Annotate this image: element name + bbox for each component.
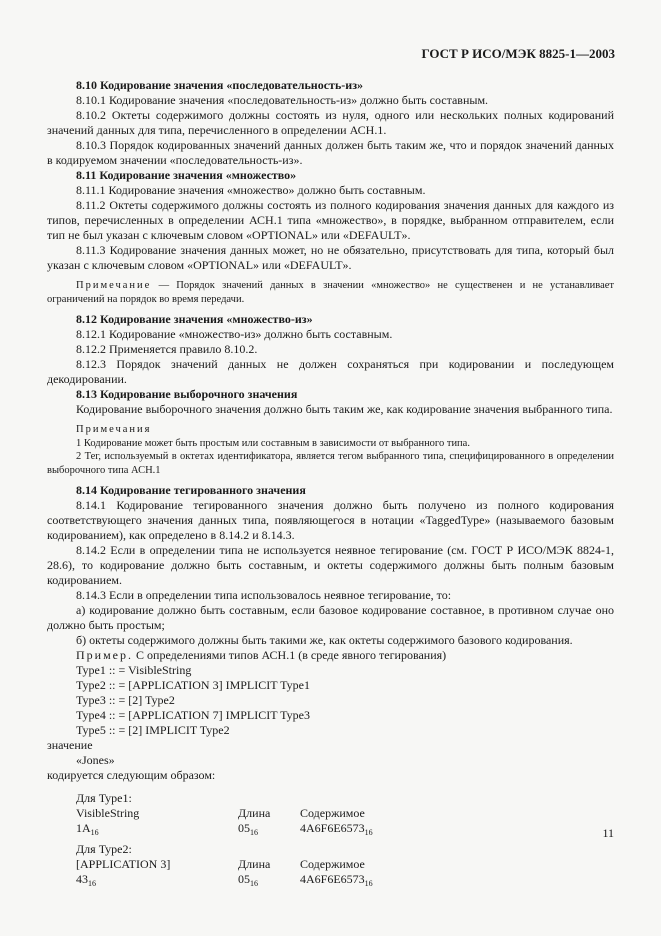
note-8-13-2: 2 Тег, используемый в октетах идентификатора, является тегом выбранного типа, специфицированного в определении выборочного типа АСН.1 [47, 451, 614, 476]
identifier-value: $43_{16}$ [76, 872, 96, 888]
page-number: 11 [602, 826, 614, 840]
example-label: Пример. [76, 648, 134, 662]
encoding-for-label: Для Type2: [76, 842, 132, 856]
encoding-for-label: Для Type1: [76, 791, 132, 805]
example-text: С определениями типов АСН.1 (в среде явного тегирования) [133, 648, 447, 662]
paragraph-8-13: Кодирование выборочного значения должно быть таким же, как кодирование значения выбранного типа. [76, 402, 613, 416]
paragraph-8-10-1: 8.10.1 Кодирование значения «последовательность-из» должно быть составным. [76, 93, 489, 107]
identifier-header: [APPLICATION 3] [76, 857, 171, 871]
type-definition: Type2 :: = [APPLICATION 3] IMPLICIT Type1 [76, 678, 310, 692]
note-8-11 [47, 279, 614, 306]
type-definition: Type3 :: = [2] Type2 [76, 693, 175, 707]
paragraph-8-12-3: 8.12.3 Порядок значений данных не должен сохраняться при кодировании и последующем декодировании. [47, 357, 614, 386]
value-word: значение [47, 738, 93, 752]
paragraph-8-14-3-b: б) октеты содержимого должны быть такими же, как октеты содержимого базового кодирования. [76, 633, 573, 647]
section-heading-8-11: 8.11 Кодирование значения «множество» [76, 168, 297, 182]
contents-value: $4A6F6E6573_{16}$ [300, 872, 373, 888]
section-heading-8-10: 8.10 Кодирование значения «последовательность-из» [76, 78, 364, 92]
paragraph-8-11-3: 8.11.3 Кодирование значения данных может, но не обязательно, присутствовать для типа, который был указан с ключевым словом «OPTIONAL» или «DEFAULT». [47, 243, 614, 272]
type-definition: Type4 :: = [APPLICATION 7] IMPLICIT Type3 [76, 708, 310, 722]
type-definition: Type1 :: = VisibleString [76, 663, 192, 677]
paragraph-8-12-2: 8.12.2 Применяется правило 8.10.2. [76, 342, 258, 356]
paragraph-8-11-1: 8.11.1 Кодирование значения «множество» должно быть составным. [76, 183, 426, 197]
length-header: Длина [238, 806, 271, 820]
contents-value: $4A6F6E6573_{16}$ [300, 821, 373, 837]
note-text: — Порядок значений данных в значении «множество» не существенен и не устанавливает ограничений на порядок во время передачи. [47, 280, 614, 305]
contents-header: Содержимое [300, 806, 365, 820]
length-value: $05_{16}$ [238, 872, 258, 888]
type-definitions [47, 663, 614, 738]
paragraph-8-11-2: 8.11.2 Октеты содержимого должны состоять из полного кодирования значения данных для каждого из типов, перечисленных в определении АСН.1 типа «множество», в порядке, выбранном отправителем, если тип не был указан с ключевым словом «OPTIONAL» или «DEFAULT». [47, 198, 614, 242]
page-content [47, 78, 614, 887]
note-8-13-1: 1 Кодирование может быть простым или составным в зависимости от выбранного типа. [76, 437, 470, 449]
notes-label: Примечания [76, 424, 152, 435]
example-intro [47, 648, 614, 663]
section-heading-8-14: 8.14 Кодирование тегированного значения [76, 483, 306, 497]
length-header: Длина [238, 857, 271, 871]
paragraph-8-14-3: 8.14.3 Если в определении типа использовалось неявное тегирование, то: [76, 588, 452, 602]
paragraph-8-14-2: 8.14.2 Если в определении типа не используется неявное тегирование (см. ГОСТ Р ИСО/МЭК 8824-1, 28.6), то кодирование должно быть составным, и октеты содержимого должны быть полным базовым кодированием. [47, 543, 614, 587]
section-heading-8-13: 8.13 Кодирование выборочного значения [76, 387, 298, 401]
type-definition: Type5 :: = [2] IMPLICIT Type2 [76, 723, 230, 737]
encoding-type2 [47, 842, 614, 887]
paragraph-8-14-1: 8.14.1 Кодирование тегированного значения должно быть получено из полного кодирования соответствующего значения данных типа, появляющегося в нотации «TaggedType» (называемого базовым кодированием), как определено в 8.14.2 и 8.14.3. [47, 498, 614, 542]
encoding-type1 [47, 791, 614, 836]
identifier-header: VisibleString [76, 806, 140, 820]
paragraph-8-10-2: 8.10.2 Октеты содержимого должны состоять из нуля, одного или нескольких полных кодирований значений данных для типа, перечисленного в определении АСН.1. [47, 108, 614, 137]
length-value: $05_{16}$ [238, 821, 258, 837]
note-label: Примечание [76, 280, 152, 291]
contents-header: Содержимое [300, 857, 365, 871]
paragraph-8-10-3: 8.10.3 Порядок кодированных значений данных должен быть таким же, что и порядок значений данных в кодируемом значении «последовательность-из». [47, 138, 614, 167]
example-value: «Jones» [76, 753, 115, 767]
identifier-value: $1A_{16}$ [76, 821, 99, 837]
section-heading-8-12: 8.12 Кодирование значения «множество-из» [76, 312, 313, 326]
document-header: ГОСТ Р ИСО/МЭК 8825-1—2003 [421, 46, 615, 61]
encoded-as: кодируется следующим образом: [47, 768, 216, 782]
paragraph-8-12-1: 8.12.1 Кодирование «множество-из» должно быть составным. [76, 327, 393, 341]
paragraph-8-14-3-a: а) кодирование должно быть составным, если базовое кодирование составное, в противном случае оно должно быть простым; [47, 603, 614, 632]
